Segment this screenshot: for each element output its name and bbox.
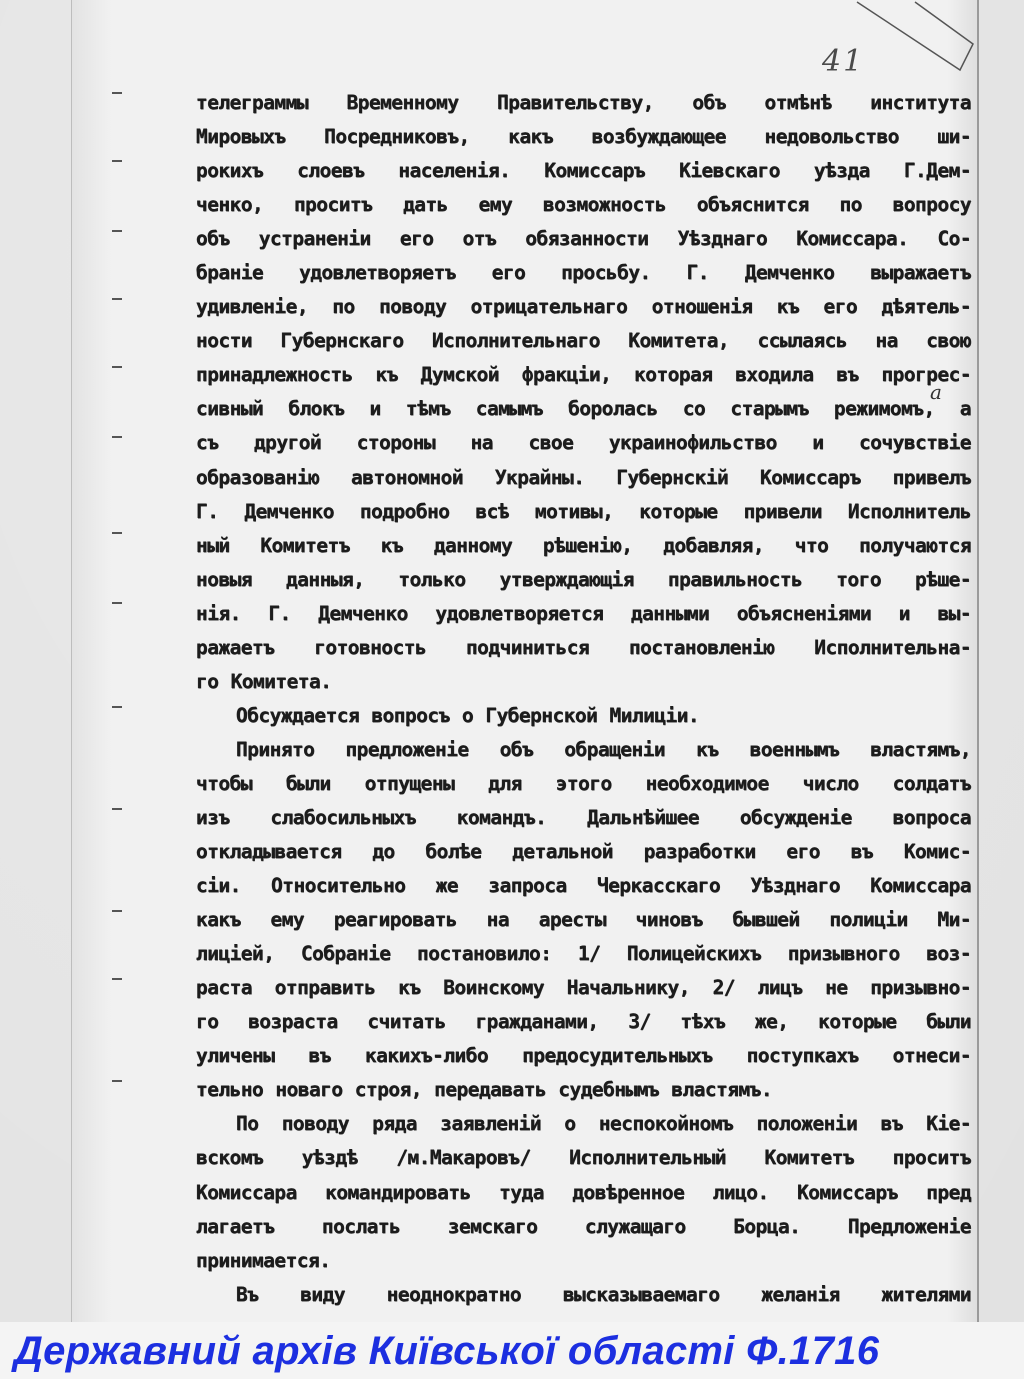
text-line: Комиссара командировать туда довѣренное лицо. Комиссаръ пред — [196, 1180, 971, 1204]
text-line: вскомъ уѣздѣ /м.Макаровъ/ Исполнительный Комитетъ проситъ — [196, 1146, 971, 1170]
text-line: образованію автономной Украйны. Губернскій Комиссаръ привелъ — [196, 465, 971, 489]
page-number: 41 — [822, 44, 865, 79]
text-line: нія. Г. Демченко удовлетворяется данными объясненіями и вы- — [196, 601, 971, 625]
text-line: ный Комитетъ къ данному рѣшенію, добавляя, что получаются — [196, 533, 971, 557]
text-line: го возраста считать гражданами, 3/ тѣхъ же, которые были — [196, 1010, 971, 1034]
text-line: чтобы были отпущены для этого необходимое число солдатъ — [196, 771, 971, 795]
text-line: ражаетъ готовность подчиниться постановленію Исполнительна- — [196, 635, 971, 659]
text-line: принадлежность къ Думской фракціи, которая входила въ прогрес- — [196, 363, 971, 387]
text-line: тельно новаго строя, передавать судебнымъ властямъ. — [196, 1078, 773, 1102]
text-line: какъ ему реагировать на аресты чиновъ бывшей полиціи Ми- — [196, 908, 971, 932]
text-line: Обсуждается вопросъ о Губернской Милиціи. — [236, 703, 700, 727]
margin-marks — [98, 80, 158, 1230]
text-line: го Комитета. — [196, 669, 332, 693]
text-line: новыя данныя, только утверждающія правильность того рѣше- — [196, 567, 971, 591]
text-line: сивный блокъ и тѣмъ самымъ боролась со старымъ режимомъ, а — [196, 397, 971, 421]
text-line: Г. Демченко подробно всѣ мотивы, которые привели Исполнитель — [196, 499, 971, 523]
archive-caption: Державний архів Київської області Ф.1716 — [14, 1329, 880, 1373]
text-line: удивленіе, по поводу отрицательнаго отношенія къ его дѣятель- — [196, 295, 971, 319]
text-line: ности Губернскаго Исполнительнаго Комитета, ссылаясь на свою — [196, 329, 971, 353]
margin-annotation: а — [930, 380, 942, 404]
text-line: лиціей, Собраніе постановило: 1/ Полицейскихъ призывного воз- — [196, 942, 971, 966]
text-line: сіи. Относительно же запроса Черкасскаго Уѣзднаго Комиссара — [196, 874, 971, 898]
text-line: откладывается до болѣе детальной разработки его въ Комис- — [196, 840, 971, 864]
text-line: телеграммы Временному Правительству, объ отмѣнѣ института — [196, 91, 971, 114]
text-line: ченко, проситъ дать ему возможность объяснится по вопросу — [196, 193, 971, 217]
text-line: браніе удовлетворяетъ его просьбу. Г. Демченко выражаетъ — [196, 261, 971, 285]
text-line: раста отправить къ Воинскому Начальнику, 2/ лицъ не призывно- — [196, 976, 971, 1000]
text-line: съ другой стороны на свое украинофильство и сочувствіе — [196, 431, 971, 455]
text-line: рокихъ слоевъ населенія. Комиссаръ Кіевскаго уѣзда Г.Дем- — [196, 159, 971, 183]
text-line: уличены въ какихъ-либо предосудительныхъ поступкахъ отнеси- — [196, 1044, 971, 1068]
corner-fold-mark — [855, 0, 975, 90]
text-line: Въ виду неоднократно высказываемаго желанія жителями — [236, 1282, 971, 1306]
text-line: Мировыхъ Посредниковъ, какъ возбуждающее недовольство ши- — [196, 125, 971, 149]
text-line: объ устраненіи его отъ обязанности Уѣзднаго Комиссара. Со- — [196, 227, 971, 251]
typewritten-text — [196, 86, 971, 1312]
text-line: принимается. — [196, 1248, 331, 1272]
text-line: По поводу ряда заявленій о неспокойномъ положеніи въ Кіе- — [236, 1112, 971, 1136]
text-line: изъ слабосильныхъ командъ. Дальнѣйшее обсужденіе вопроса — [196, 805, 971, 829]
text-line: Принято предложеніе объ обращеніи къ военнымъ властямъ, — [236, 737, 971, 761]
text-line: лагаетъ послать земскаго служащаго Борца. Предложеніе — [196, 1214, 971, 1238]
